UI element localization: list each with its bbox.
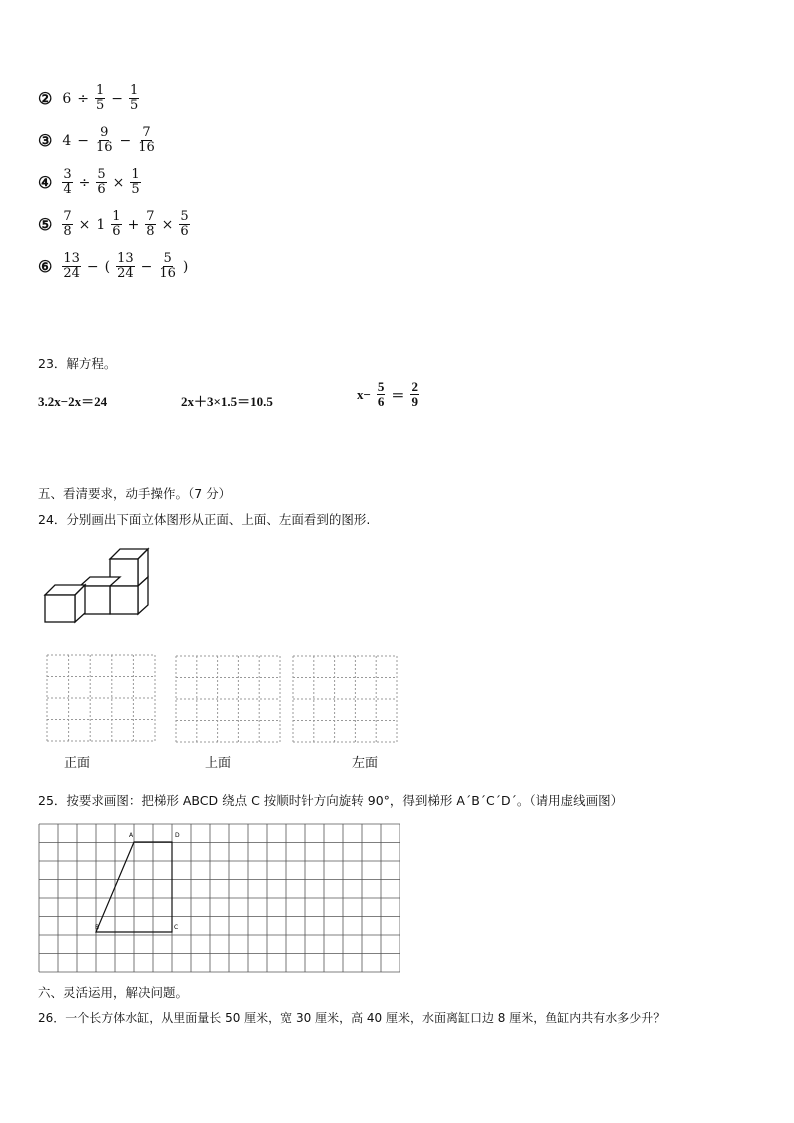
- fraction: [130, 168, 140, 197]
- cube-solid-figure: [40, 545, 155, 627]
- expression-row: [38, 126, 156, 155]
- equation-3-fraction-1: [377, 380, 386, 409]
- denominator: 6: [97, 182, 106, 197]
- section-5-heading: 五、看清要求，动手操作。（7 分）: [38, 486, 232, 501]
- numerator: 7: [63, 209, 72, 224]
- numerator: 13: [63, 251, 80, 266]
- denominator: 6: [112, 224, 121, 239]
- fraction: [62, 168, 72, 197]
- denominator: 5: [131, 182, 140, 197]
- expression-number: ④: [38, 173, 53, 192]
- fraction: [179, 210, 189, 239]
- numerator: 1: [96, 83, 105, 98]
- operator: ×: [112, 174, 125, 191]
- point-c-label: C: [174, 924, 179, 931]
- numerator: 1: [112, 209, 121, 224]
- numerator: 9: [100, 125, 109, 140]
- denominator: 8: [63, 224, 72, 239]
- equation-3: [357, 380, 419, 409]
- expression-row: [38, 210, 190, 239]
- numerator: 7: [142, 125, 151, 140]
- denominator: 5: [130, 98, 139, 113]
- operator: −: [119, 132, 132, 149]
- equation-1: 3.2x−2x＝24: [38, 394, 108, 409]
- operator: ×: [161, 216, 174, 233]
- numerator: 5: [377, 379, 385, 394]
- numerator: 7: [146, 209, 155, 224]
- fraction: [111, 210, 121, 239]
- operator: ×: [78, 216, 91, 233]
- numerator: 5: [97, 167, 106, 182]
- fraction: [158, 252, 177, 281]
- front-view-grid: [46, 654, 156, 742]
- fraction: [129, 84, 139, 113]
- expression-number: ⑥: [38, 257, 53, 276]
- denominator: 4: [63, 182, 72, 197]
- numerator: 5: [163, 251, 172, 266]
- operator: −: [140, 258, 153, 275]
- section-6-heading: 六、灵活运用，解决问题。: [38, 985, 189, 1000]
- top-view-label: 上面: [205, 756, 232, 771]
- q23-title: 23．解方程。: [38, 356, 117, 371]
- fraction: [95, 84, 105, 113]
- number: 4: [62, 132, 72, 149]
- expression-row: [38, 252, 188, 281]
- expression-row: [38, 84, 139, 113]
- trapezoid-grid: [38, 823, 400, 973]
- equals-sign: ＝: [391, 388, 405, 403]
- denominator: 5: [96, 98, 105, 113]
- number: 6: [62, 90, 72, 107]
- expression-row: [38, 168, 141, 197]
- numerator: 1: [130, 83, 139, 98]
- equation-2: 2x＋3×1.5＝10.5: [181, 394, 273, 409]
- expression-number: ⑤: [38, 215, 53, 234]
- denominator: 24: [63, 266, 80, 281]
- numerator: 5: [180, 209, 189, 224]
- equation-3-fraction-2: [410, 380, 419, 409]
- expression-number: ②: [38, 89, 53, 108]
- operator: −: [77, 132, 89, 149]
- q24-title: 24．分别画出下面立体图形从正面、上面、左面看到的图形.: [38, 512, 371, 527]
- number: 1: [96, 216, 106, 233]
- top-view-grid: [175, 655, 281, 743]
- q25-title: 25．按要求画图：把梯形 ABCD 绕点 C 按顺时针方向旋转 90°，得到梯形 A´B´C´D´。（请用虚线画图）: [38, 793, 624, 808]
- expression-number: ③: [38, 131, 53, 150]
- equation-3-prefix: x−: [357, 386, 371, 402]
- fraction: [62, 210, 72, 239]
- denominator: 9: [411, 394, 418, 409]
- front-view-label: 正面: [64, 756, 91, 771]
- operator: −: [111, 90, 124, 107]
- operator: ): [182, 258, 189, 275]
- numerator: 13: [117, 251, 134, 266]
- operator: ÷: [78, 174, 91, 191]
- fraction: [137, 126, 156, 155]
- fraction: [116, 252, 135, 281]
- fraction: [62, 252, 81, 281]
- point-a-label: A: [129, 832, 134, 839]
- q26-text: 26．一个长方体水缸，从里面量长 50 厘米，宽 30 厘米，高 40 厘米，水面离缸口边 8 厘米，鱼缸内共有水多少升？: [38, 1011, 666, 1025]
- denominator: 24: [117, 266, 134, 281]
- numerator: 2: [411, 379, 418, 394]
- numerator: 3: [63, 167, 72, 182]
- numerator: 1: [131, 167, 140, 182]
- operator: +: [127, 216, 140, 233]
- denominator: 16: [96, 140, 113, 155]
- fraction: [95, 126, 114, 155]
- fraction: [145, 210, 155, 239]
- operator: −: [86, 258, 99, 275]
- fraction: [96, 168, 106, 197]
- operator: (: [104, 258, 111, 275]
- point-b-label: B: [95, 924, 100, 931]
- denominator: 16: [138, 140, 155, 155]
- operator: ÷: [77, 90, 89, 107]
- left-view-label: 左面: [352, 756, 379, 771]
- denominator: 6: [180, 224, 189, 239]
- denominator: 8: [146, 224, 155, 239]
- denominator: 6: [377, 394, 385, 409]
- point-d-label: D: [175, 832, 180, 839]
- left-view-grid: [292, 655, 398, 743]
- denominator: 16: [159, 266, 176, 281]
